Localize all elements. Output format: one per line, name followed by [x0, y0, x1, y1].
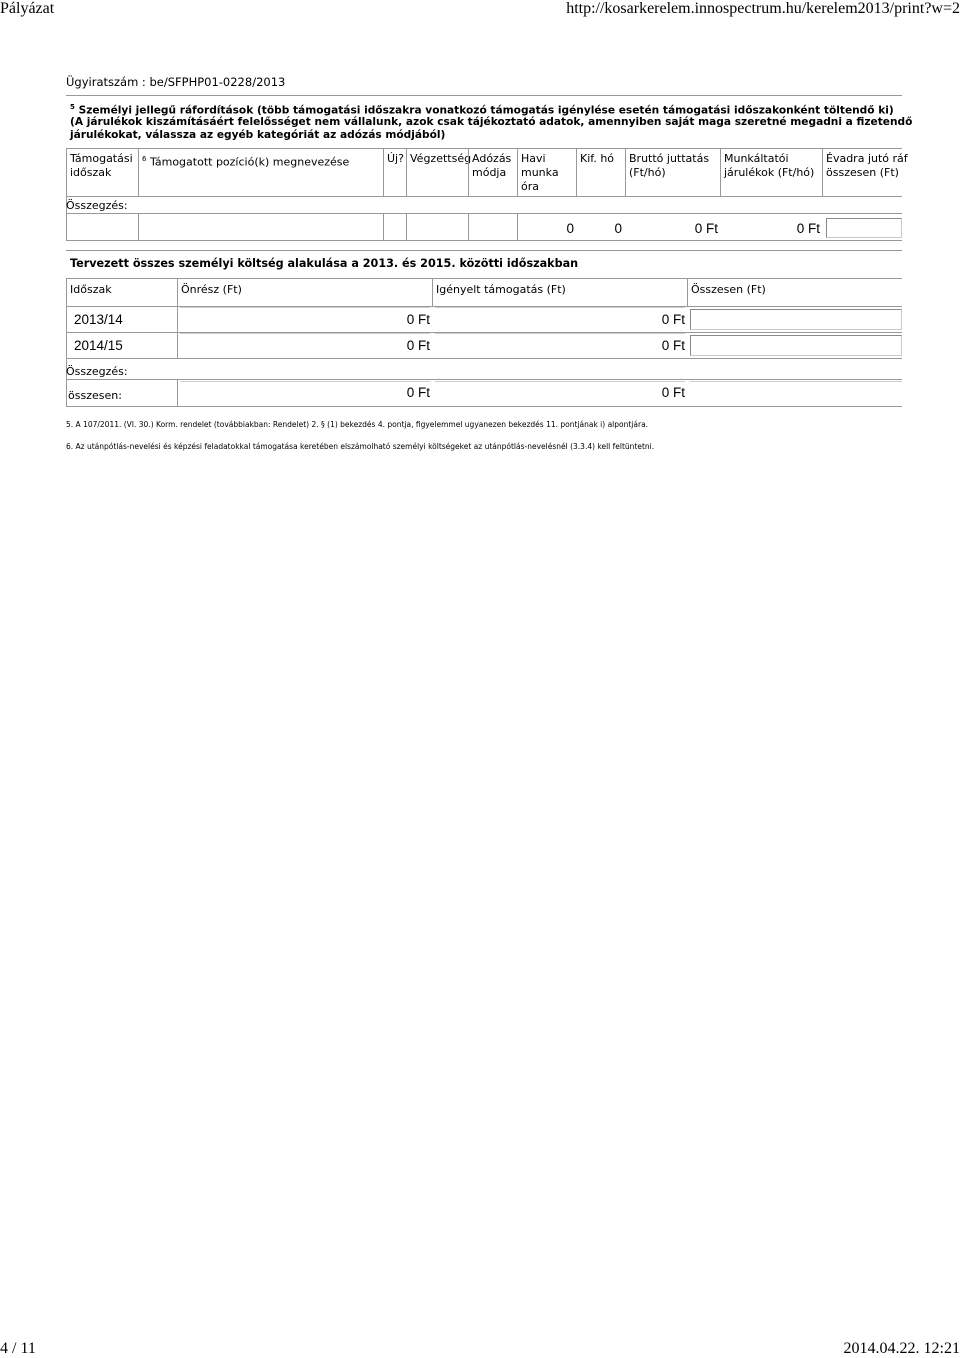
col-sep	[432, 278, 433, 306]
header-position	[142, 152, 349, 170]
header-contributions	[724, 152, 814, 180]
summary-season-field	[826, 218, 902, 238]
row1-requested-value: 0 Ft	[661, 312, 685, 327]
col-sep	[720, 148, 721, 196]
header-gross-line1: Bruttó juttatás	[629, 152, 710, 165]
cell-rule	[180, 333, 430, 334]
table2-summary-label: Összegzés:	[66, 365, 128, 378]
print-footer-page: 4 / 11	[0, 1340, 36, 1357]
table1-summary-label: Összegzés:	[66, 199, 128, 212]
table1-top-rule	[66, 148, 902, 149]
header-gross	[629, 152, 709, 180]
row2-own-value: 0 Ft	[406, 338, 430, 353]
footnote-5: 5. A 107/2011. (VI. 30.) Korm. rendelet (továbbiakban: Rendelet) 2. § (1) bekezdés 4. pontja, figyelemmel ugyanezen bekezdés 11. pontjának i) alpontjára.	[66, 420, 649, 429]
col-sep	[383, 148, 384, 196]
table1-left-edge	[66, 148, 67, 240]
table1-bottom-rule	[66, 240, 902, 241]
cell-rule	[435, 307, 685, 308]
header-own-contribution: Önrész (Ft)	[181, 283, 242, 296]
header-contrib-line1: Munkáltatói	[724, 152, 789, 165]
header-tax-mode	[472, 152, 511, 180]
summary-hours-value: 0	[566, 221, 574, 236]
header-hours-line2: munka	[521, 166, 559, 179]
summary-contrib-value: 0 Ft	[796, 221, 820, 236]
table2-bottom-rule	[66, 406, 902, 407]
header-period	[70, 152, 133, 180]
summary-rule	[66, 379, 902, 380]
row-rule	[66, 358, 902, 359]
cell-rule	[690, 381, 902, 382]
cell-rule	[180, 307, 430, 308]
section-top-rule	[66, 95, 902, 96]
col-sep	[383, 213, 384, 240]
cell-rule	[435, 381, 685, 382]
document-number: Ügyiratszám : be/SFPHP01-0228/2013	[66, 75, 286, 89]
row-period-2014-15: 2014/15	[74, 338, 123, 353]
print-header-url: http://kosarkerelem.innospectrum.hu/kerelem2013/print?w=2	[566, 0, 960, 17]
header-tax-line1: Adózás	[472, 152, 512, 165]
header-tax-line2: módja	[472, 166, 507, 179]
col-sep	[468, 148, 469, 196]
table2-left-edge	[66, 278, 67, 406]
header-period-line2: időszak	[70, 166, 112, 179]
col-sep	[177, 332, 178, 358]
table2-top-rule	[66, 250, 902, 251]
header-hours-line1: Havi	[521, 152, 546, 165]
col-sep	[517, 213, 518, 240]
col-sep	[687, 278, 688, 306]
header-hours-line3: óra	[521, 180, 539, 193]
table1-header-rule	[66, 196, 902, 197]
col-sep	[406, 148, 407, 196]
col-sep	[517, 148, 518, 196]
header-season-total	[826, 152, 908, 180]
table2-header-top-rule	[66, 278, 902, 279]
row2-total-field	[690, 335, 902, 356]
footnote-mark-6: 6	[142, 155, 147, 163]
header-total: Összesen (Ft)	[691, 283, 766, 296]
summary-rule	[66, 213, 902, 214]
header-position-label: Támogatott pozíció(k) megnevezése	[149, 155, 350, 169]
table2-total-label: összesen:	[68, 389, 122, 402]
header-new: Új?	[387, 152, 404, 165]
header-period-line1: Támogatási	[70, 152, 133, 165]
col-sep	[177, 306, 178, 332]
section-title-line1: Személyi jellegű ráfordítások (több támogatási időszakra vonatkozó támogatás igénylése esetén támogatási időszakonként töltendő ki)	[78, 104, 894, 117]
col-sep	[138, 148, 139, 196]
cell-rule	[180, 381, 430, 382]
print-header-title: Pályázat	[0, 0, 55, 17]
col-sep	[822, 148, 823, 196]
header-season-line1: Évadra jutó ráf	[826, 152, 908, 165]
total-own-value: 0 Ft	[406, 385, 430, 400]
cell-rule	[435, 333, 685, 334]
header-monthly-hours	[521, 152, 559, 194]
summary-gross-value: 0 Ft	[694, 221, 718, 236]
header-contrib-line2: járulékok (Ft/hó)	[724, 166, 815, 179]
row2-requested-value: 0 Ft	[661, 338, 685, 353]
summary-months-value: 0	[614, 221, 622, 236]
header-education: Végzettség	[410, 152, 472, 165]
table2-title: Tervezett összes személyi költség alakulása a 2013. és 2015. közötti időszakban	[70, 257, 579, 270]
header-season-line2: összesen (Ft)	[826, 166, 899, 179]
col-sep	[576, 148, 577, 196]
header-period-2: Időszak	[70, 283, 112, 296]
col-sep	[138, 213, 139, 240]
print-footer-datetime: 2014.04.22. 12:21	[843, 1340, 960, 1357]
section-note-line2: (A járulékok kiszámításáért felelősséget nem vállalunk, azok csak tájékoztató adatok, amennyiben saját maga szeretné megadni a fizetendő	[70, 116, 913, 128]
header-gross-line2: (Ft/hó)	[629, 166, 666, 179]
col-sep	[468, 213, 469, 240]
col-sep	[177, 379, 178, 406]
col-sep	[177, 278, 178, 306]
col-sep	[625, 148, 626, 196]
row1-total-field	[690, 309, 902, 330]
total-requested-value: 0 Ft	[661, 385, 685, 400]
footnote-mark-5: 5	[70, 103, 75, 111]
row-period-2013-14: 2013/14	[74, 312, 123, 327]
header-months: Kif. hó	[580, 152, 615, 165]
section-note-line3: járulékokat, válassza az egyéb kategóriát az adózás módjából)	[70, 129, 446, 141]
header-requested-support: Igényelt támogatás (Ft)	[436, 283, 566, 296]
col-sep	[406, 213, 407, 240]
footnote-6: 6. Az utánpótlás-nevelési és képzési feladatokkal támogatása keretében elszámolható személyi költségeket az utánpótlás-nevelésnél (3.3.4) kell feltüntetni.	[66, 442, 655, 451]
row1-own-value: 0 Ft	[406, 312, 430, 327]
